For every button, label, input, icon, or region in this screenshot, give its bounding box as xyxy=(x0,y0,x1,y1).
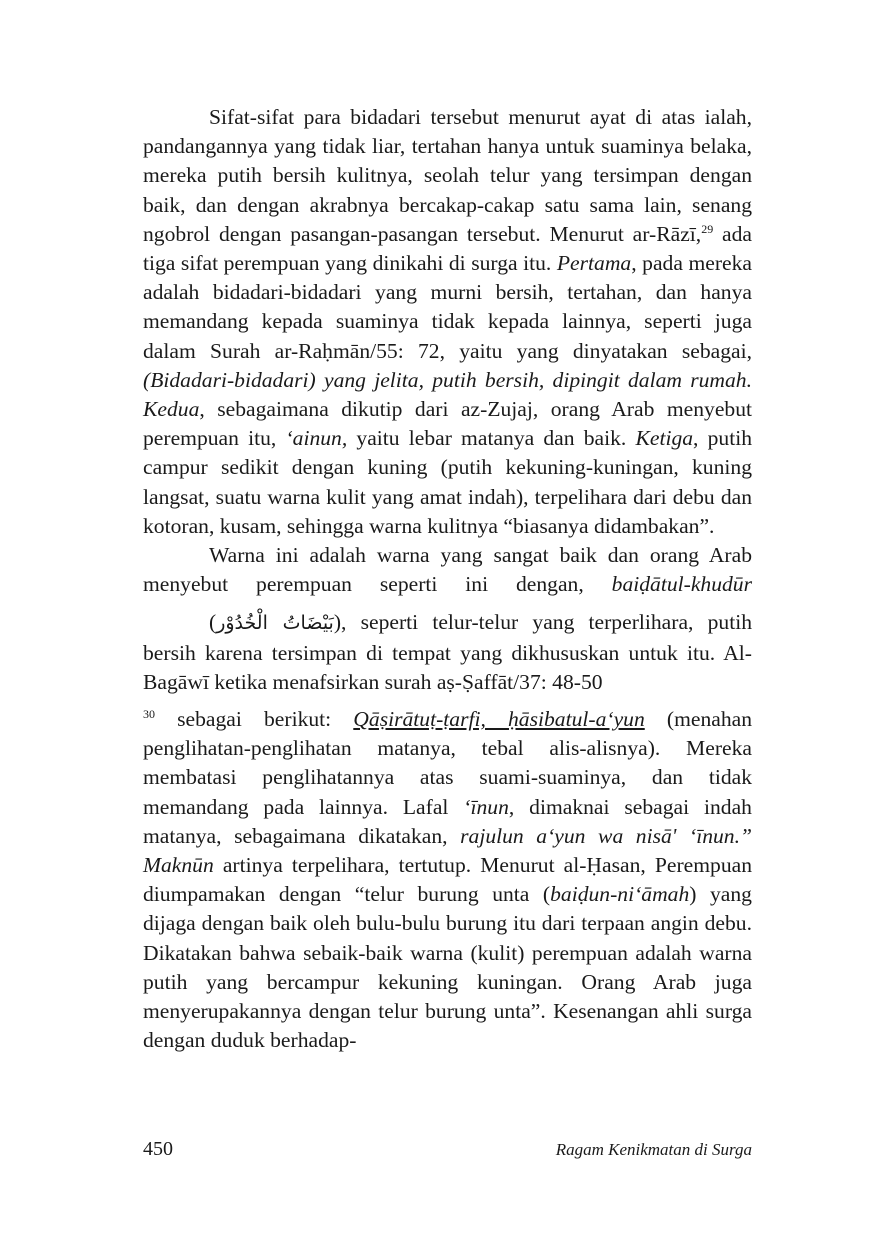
paragraph-1 xyxy=(143,103,752,541)
text-run: ), seperti telur-telur yang terperlihara, putih bersih karena tersimpan di tempat yang dikhususkan untuk itu. Al-Bagāwī ketika menafsirkan surah aṣ-Ṣaffāt/37: 48-50 xyxy=(143,610,752,694)
quran-translation-quote: (Bidadari-bidadari) yang jelita, putih bersih, dipingit dalam rumah. xyxy=(143,367,752,392)
text-run: Warna ini adalah warna yang sangat baik dan orang Arab menyebut perempuan seperti ini dengan, xyxy=(143,543,752,597)
page-footer xyxy=(143,1138,752,1162)
text-run: artinya terpelihara, tertutup. Menurut al-Ḥasan, Perempuan diumpamakan dengan “telur burung unta ( xyxy=(143,853,752,907)
term-rajulun: rajulun a‘yun wa nisā' ‘īnun.” Maknūn xyxy=(143,823,752,878)
text-run: , dimaknai sebagai indah matanya, sebagaimana dikatakan, xyxy=(143,794,752,848)
text-run: ada tiga sifat perempuan yang dinikahi di surga itu. xyxy=(143,221,752,276)
term-qasiratut-tarfi: Qāṣirātuṭ-ṭarfi, ḥāsibatul-a‘yun xyxy=(353,707,645,732)
text-run: , putih campur sedikit dengan kuning (putih kekuning-kuningan, kuning langsat, suatu warna kulit yang amat indah), terpelihara dari debu dan kotoran, kusam, sehingga warna kulitnya “biasanya didambakan”. xyxy=(143,426,752,538)
paragraph-2 xyxy=(143,541,752,1055)
emphasis-ketiga: Ketiga xyxy=(635,426,694,451)
emphasis-kedua: Kedua xyxy=(143,397,200,422)
text-run: Sifat-sifat para bidadari tersebut menurut ayat di atas ialah, pandangannya yang tidak liar, tertahan hanya untuk suaminya belaka, mereka putih bersih kulitnya, seolah telur yang tersimpan dengan baik, dan dengan akrabnya bercakap-cakap satu sama lain, senang ngobrol dengan pasangan-pasangan tersebut. Menurut ar-Rāzī, xyxy=(143,105,752,246)
body-text xyxy=(143,103,752,1056)
text-run: sebagai berikut: xyxy=(155,707,354,732)
arabic-phrase: بَيْضَاتُ الْخُدُوْر xyxy=(216,612,334,635)
running-title: Ragam Kenikmatan di Surga xyxy=(555,1140,752,1159)
text-run: , pada mereka adalah bidadari-bidadari yang murni bersih, tertahan, dan hanya memandang kepada suaminya tidak kepada lainnya, seperti juga dalam Surah ar-Raḥmān/55: 72, yaitu yang dinyatakan sebagai, xyxy=(143,251,752,363)
term-baidatul-khudur: baiḍātul-khudūr xyxy=(611,572,752,597)
term-baidun-niamah: baiḍun-ni‘āmah xyxy=(550,882,690,907)
text-run: yaitu lebar matanya dan baik. xyxy=(347,426,636,451)
footnote-marker-30[interactable]: 30 xyxy=(143,707,155,722)
term-inun: ‘īnun xyxy=(463,794,509,819)
emphasis-pertama: Pertama xyxy=(556,251,632,276)
text-run: (menahan penglihatan-penglihatan matanya, tebal alis-alisnya). Mereka membatasi penglihatannya atas suami-suaminya, dan tidak memandang pada lainnya. Lafal xyxy=(143,707,753,819)
footnote-marker-29[interactable]: 29 xyxy=(701,221,714,236)
text-run: , sebagaimana dikutip dari az-Zujaj, orang Arab menyebut perempuan itu, xyxy=(143,397,752,451)
text-run: ( xyxy=(209,610,217,635)
arabic-phrase-line xyxy=(143,599,752,705)
page-number: 450 xyxy=(143,1138,173,1160)
term-ainun: ‘ainun, xyxy=(285,426,348,451)
text-run: ) yang dijaga dengan baik oleh bulu-bulu burung itu dari terpaan angin debu. Dikatakan bahwa sebaik-baik warna (kulit) perempuan adalah warna putih yang bercampur kekuning kuningan. Orang Arab juga menyerupakannya dengan telur burung unta”. Kesenangan ahli surga dengan duduk berhadap- xyxy=(143,882,752,1053)
